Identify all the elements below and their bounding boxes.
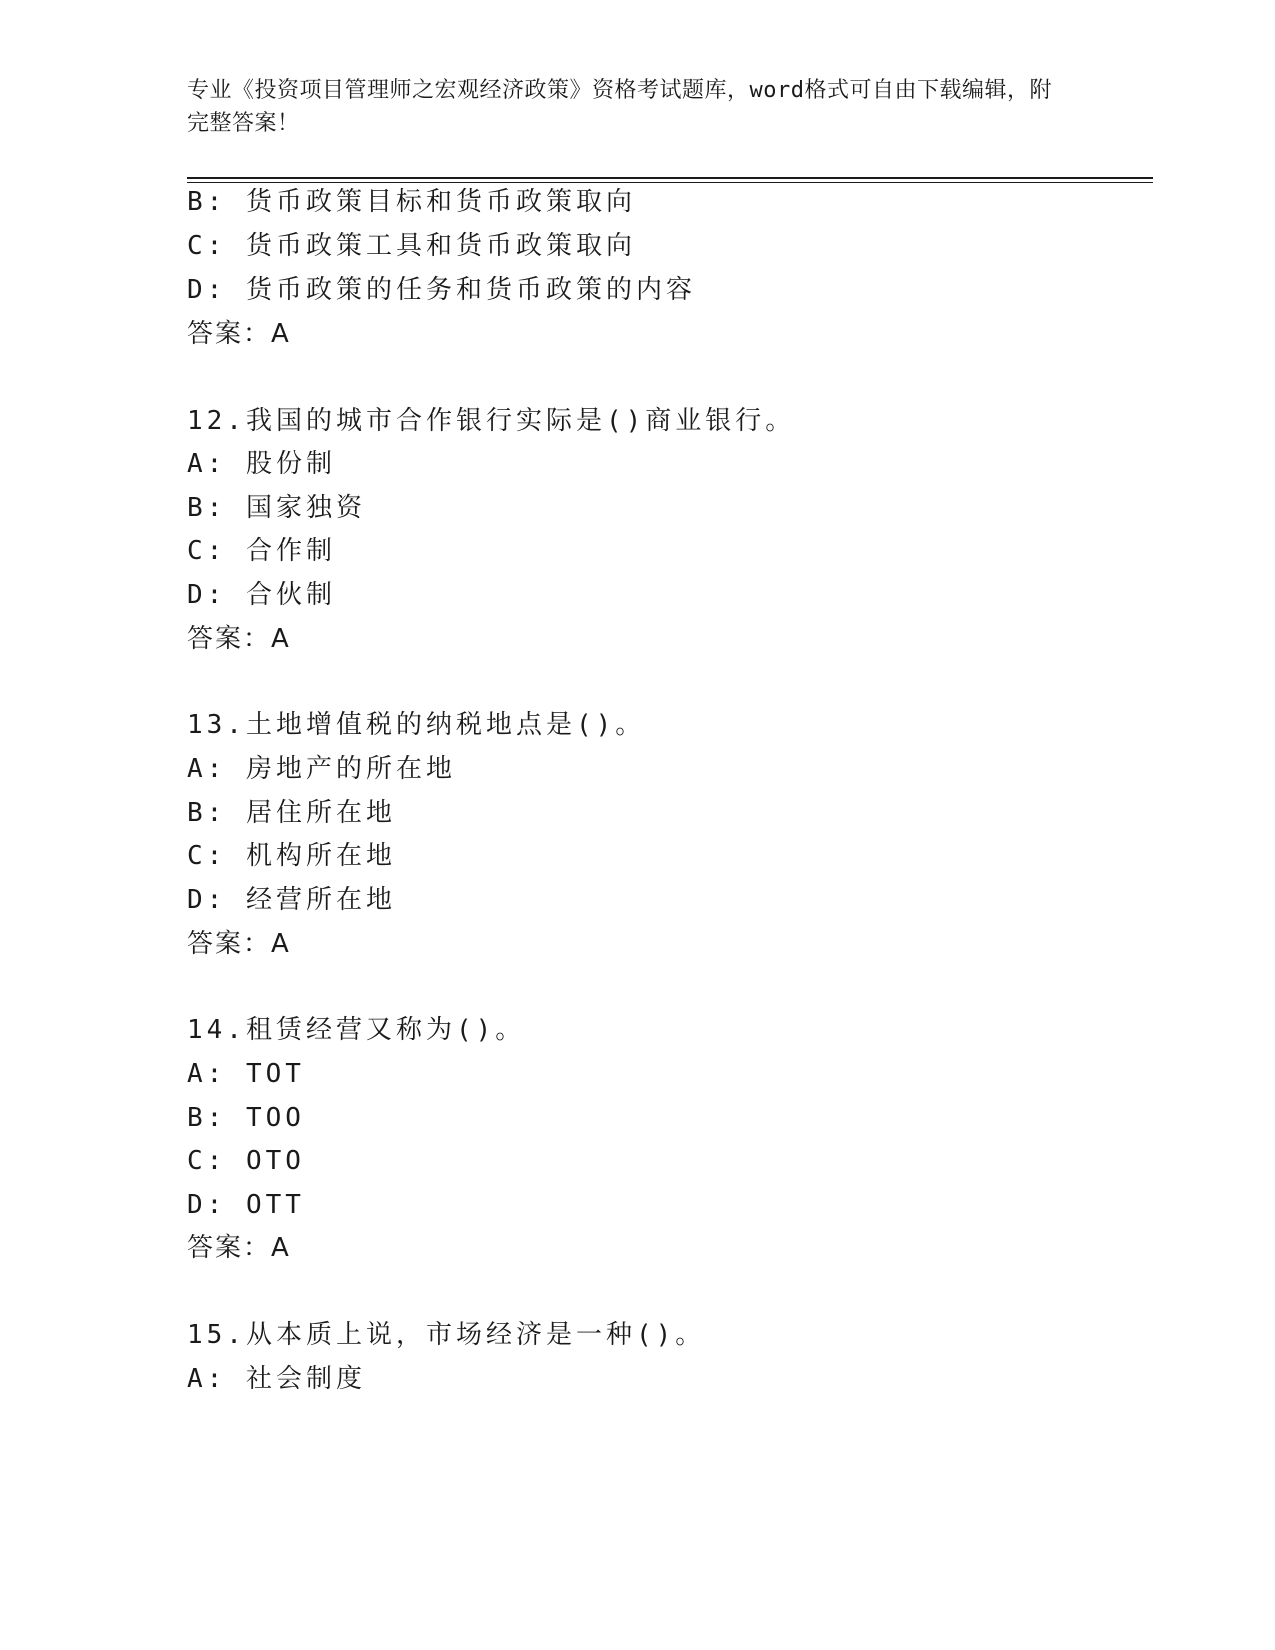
question-stem: 15.从本质上说，市场经济是一种()。: [187, 1320, 706, 1350]
option-b: B: 居住所在地: [187, 798, 396, 828]
option-d: D: 合伙制: [187, 580, 336, 610]
answer: 答案：A: [187, 624, 291, 654]
option-d: D: OTT: [187, 1190, 305, 1220]
option-c: C: OTO: [187, 1146, 305, 1176]
header-rule-thick: [187, 177, 1153, 179]
option-b: B: 国家独资: [187, 493, 366, 523]
option-c: C: 货币政策工具和货币政策取向: [187, 231, 636, 261]
question-stem: 13.土地增值税的纳税地点是()。: [187, 710, 646, 740]
answer: 答案：A: [187, 1233, 291, 1263]
answer: 答案：A: [187, 929, 291, 959]
option-d: D: 经营所在地: [187, 885, 396, 915]
option-a: A: 股份制: [187, 449, 336, 479]
answer: 答案：A: [187, 319, 291, 349]
option-a: A: TOT: [187, 1059, 305, 1089]
document-header: 专业《投资项目管理师之宏观经济政策》资格考试题库，word格式可自由下载编辑，附完整答案！: [187, 78, 1052, 136]
option-c: C: 机构所在地: [187, 841, 396, 871]
option-a: A: 社会制度: [187, 1364, 366, 1394]
header-rule-thin: [187, 182, 1153, 183]
option-a: A: 房地产的所在地: [187, 754, 456, 784]
option-b: B: TOO: [187, 1103, 305, 1133]
option-d: D: 货币政策的任务和货币政策的内容: [187, 275, 696, 305]
option-b: B: 货币政策目标和货币政策取向: [187, 187, 636, 217]
question-stem: 12.我国的城市合作银行实际是()商业银行。: [187, 406, 796, 436]
option-c: C: 合作制: [187, 536, 336, 566]
question-stem: 14.租赁经营又称为()。: [187, 1015, 526, 1045]
